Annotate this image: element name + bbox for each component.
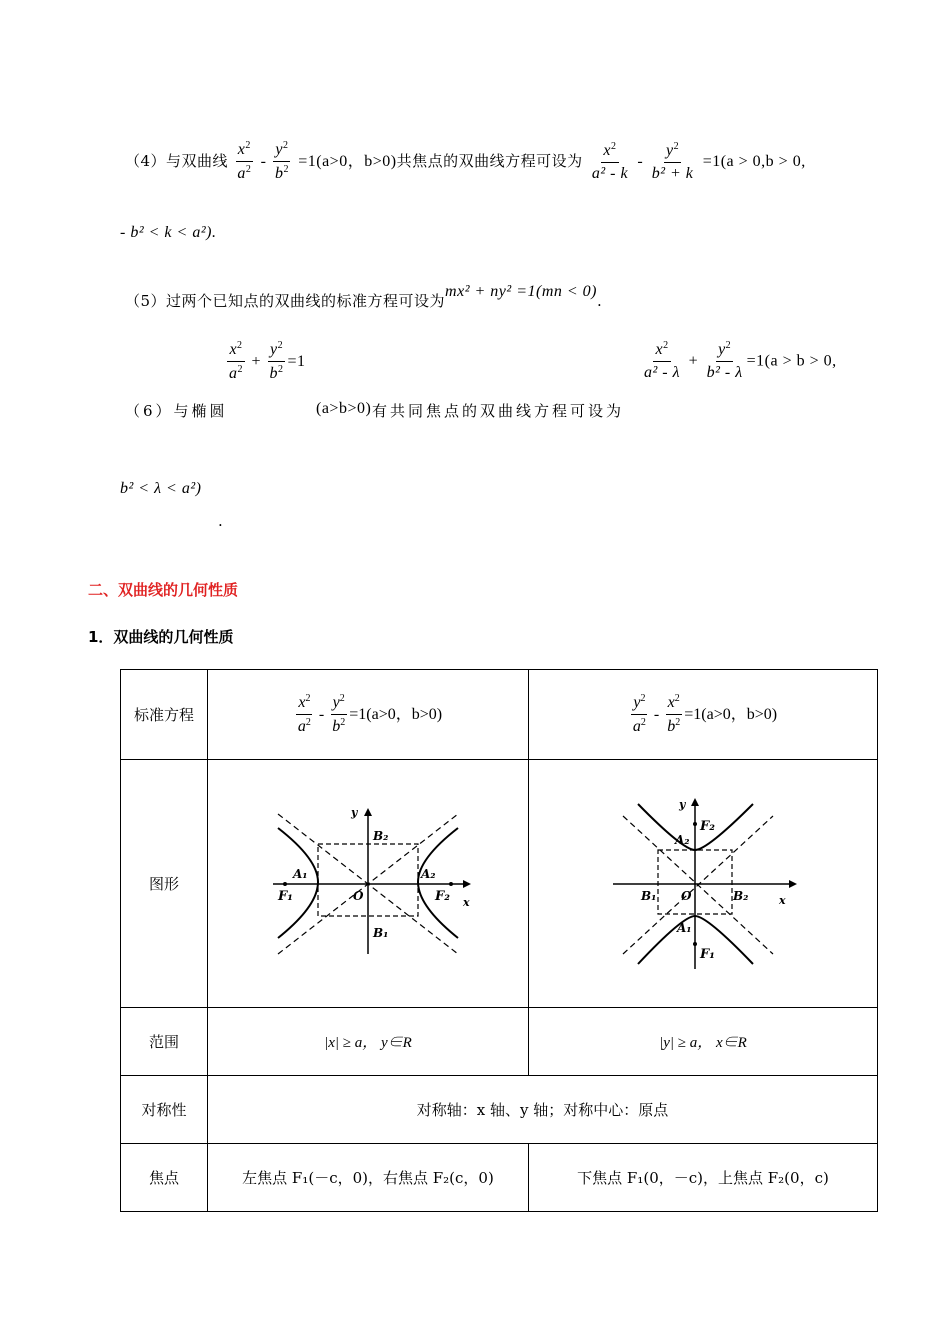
item6-ellipse-eq: $\frac{x^2}{a^2}$ + $\frac{y^2}{b^2}$ =1	[229, 340, 306, 383]
label-symmetry: 对称性	[121, 1076, 208, 1144]
standard-eq-col1: $\frac{x^2}{a^2}$ - $\frac{y^2}{b^2}$ =1(a>0，b>0)	[208, 670, 529, 760]
item6-hyp-eq: $\frac{x^2}{\text{a² - λ}}$ + $\frac{y^2}{\text{b² - λ}}$ =1(a > b > 0,	[644, 340, 837, 382]
hyperbola-vertical-figure	[603, 794, 803, 974]
item4-frac-x: $\frac{x^2}{a^2}$	[237, 140, 252, 183]
item6-line2: b² < λ < a²)	[120, 480, 202, 497]
range-col1: |x| ≥ a， y∈R	[208, 1008, 529, 1076]
fig2-label-A1: A₁	[677, 920, 692, 935]
item5-line: （5）过两个已知点的双曲线的标准方程可设为mx² + ny² =1(mn < 0).	[125, 283, 603, 310]
range-col2: |y| ≥ a， x∈R	[529, 1008, 878, 1076]
item6-end: .	[218, 512, 224, 530]
item4-line2: - b² < k < a²).	[120, 224, 217, 241]
figure-col1	[208, 760, 529, 1008]
row-figure	[121, 760, 878, 1008]
item5-prefix: （5）过两个已知点的双曲线的标准方程可设为	[125, 292, 446, 310]
item4-mid: 共焦点的双曲线方程可设为	[396, 151, 583, 170]
label-range: 范围	[121, 1008, 208, 1076]
fig2-label-x: x	[779, 893, 786, 907]
fig1-label-B1: B₁	[373, 925, 389, 940]
fig1-label-B2: B₂	[373, 828, 389, 843]
fig2-label-F2: F₂	[700, 818, 715, 834]
item4-frac-y2: $\frac{y^2}{\text{b² + k}}$	[651, 140, 694, 182]
fig1-label-A2: A₂	[421, 866, 436, 881]
item4-cond1: =1(a>0，b>0)	[298, 152, 397, 170]
properties-table	[120, 669, 878, 1212]
item6-prefix: （6）与椭圆	[125, 402, 228, 420]
item4-frac-y: $\frac{y^2}{b^2}$	[274, 140, 289, 183]
foci-col1: 左焦点 F₁(－c，0)，右焦点 F₂(c，0)	[208, 1144, 529, 1212]
item4-prefix: （4）与双曲线	[125, 151, 229, 170]
fig2-label-y: y	[679, 797, 686, 811]
fig1-label-y: y	[351, 805, 358, 819]
fig1-label-x: x	[463, 895, 470, 909]
label-foci: 焦点	[121, 1144, 208, 1212]
fig1-label-O: O	[353, 888, 364, 903]
item5-eq: mx² + ny² =1(mn < 0)	[445, 283, 597, 300]
item6-cond: (a>b>0)	[316, 400, 372, 417]
item4-frac-x2: $\frac{x^2}{\text{a² - k}}$	[591, 140, 629, 182]
fig1-label-A1: A₁	[293, 866, 308, 881]
item4-cond2: =1(a > 0,b > 0,	[702, 152, 806, 170]
item4-line1: （4）与双曲线 $\frac{x^2}{a^2}$ - $\frac{y^2}{b^2}$ =1(a>0，b>0)共焦点的双曲线方程可设为 $\frac{x^2}{\text{a² - k}}$ - $\frac{y^2}{\text{b² + k}}$ =1(a > 0,b > 0,	[125, 140, 806, 183]
fig2-label-O: O	[681, 888, 692, 903]
foci-col2: 下焦点 F₁(0，－c)，上焦点 F₂(0，c)	[529, 1144, 878, 1212]
row-symmetry	[121, 1076, 878, 1144]
hyperbola-horizontal-figure	[263, 804, 473, 964]
fig1-label-F1: F₁	[278, 888, 293, 904]
section2-title: 二、双曲线的几何性质	[88, 581, 239, 599]
row-standard	[121, 670, 878, 760]
fig1-label-F2: F₂	[435, 888, 450, 904]
item6-line	[125, 400, 228, 421]
fig2-label-B2: B₂	[733, 888, 749, 903]
label-figure: 图形	[121, 760, 208, 1008]
row-foci	[121, 1144, 878, 1212]
fig2-label-A2: A₂	[675, 832, 690, 847]
row-range	[121, 1008, 878, 1076]
item6-mid: 有共同焦点的双曲线方程可设为	[372, 402, 625, 420]
fig2-label-F1: F₁	[700, 946, 715, 962]
label-standard: 标准方程	[121, 670, 208, 760]
fig2-label-B1: B₁	[641, 888, 657, 903]
symmetry-value: 对称轴：x 轴、y 轴；对称中心：原点	[208, 1076, 878, 1144]
standard-eq-col2: $\frac{y^2}{a^2}$ - $\frac{x^2}{b^2}$ =1(a>0，b>0)	[529, 670, 878, 760]
sub1-title: 1．双曲线的几何性质	[88, 628, 234, 646]
figure-col2	[529, 760, 878, 1008]
